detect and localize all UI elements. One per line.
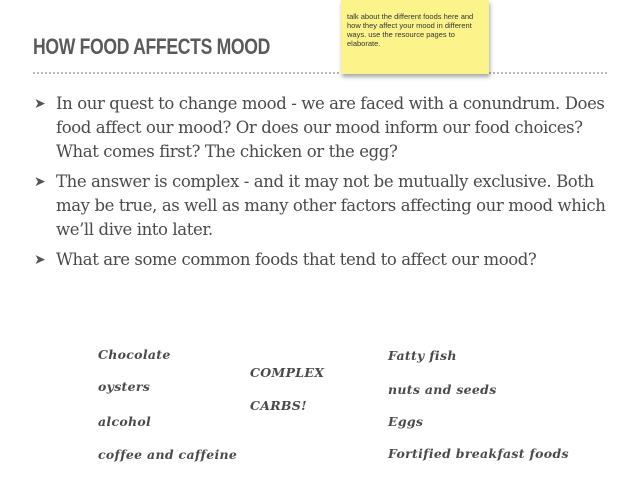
bullet-text: What are some common foods that tend to affect our mood? bbox=[56, 250, 537, 269]
bullet-item bbox=[34, 170, 614, 242]
presenter-sticky-note[interactable] bbox=[341, 0, 489, 74]
food-item: Fortified breakfast foods bbox=[388, 446, 569, 461]
food-item: Chocolate bbox=[98, 347, 171, 362]
sticky-note-text: talk about the different foods here and how they affect your mood in different ways. use the resource pages to elaborate. bbox=[347, 12, 474, 48]
arrow-bullet-icon: ➤ bbox=[34, 174, 46, 190]
title-divider bbox=[33, 72, 607, 74]
food-item: alcohol bbox=[98, 414, 152, 429]
bullet-text: The answer is complex - and it may not be mutually exclusive. Both may be true, as well as many other factors affecting our mood which we’ll dive into later. bbox=[56, 172, 606, 239]
arrow-bullet-icon: ➤ bbox=[34, 96, 46, 112]
bullet-item bbox=[34, 248, 614, 272]
food-item: coffee and caffeine bbox=[98, 447, 238, 462]
food-item: nuts and seeds bbox=[388, 382, 497, 397]
bullet-item bbox=[34, 92, 614, 164]
slide-title: HOW FOOD AFFECTS MOOD bbox=[33, 34, 271, 59]
food-item: oysters bbox=[98, 379, 151, 394]
food-item: Eggs bbox=[388, 414, 424, 429]
arrow-bullet-icon: ➤ bbox=[34, 252, 46, 268]
food-item: Fatty fish bbox=[388, 348, 457, 363]
food-item: COMPLEX bbox=[250, 365, 325, 380]
bullet-text: In our quest to change mood - we are faced with a conundrum. Does food affect our mood? Or does our mood inform our food choices? What comes first? The chicken or the egg? bbox=[56, 94, 605, 161]
bullet-list bbox=[34, 92, 614, 278]
food-item: CARBS! bbox=[250, 398, 307, 413]
